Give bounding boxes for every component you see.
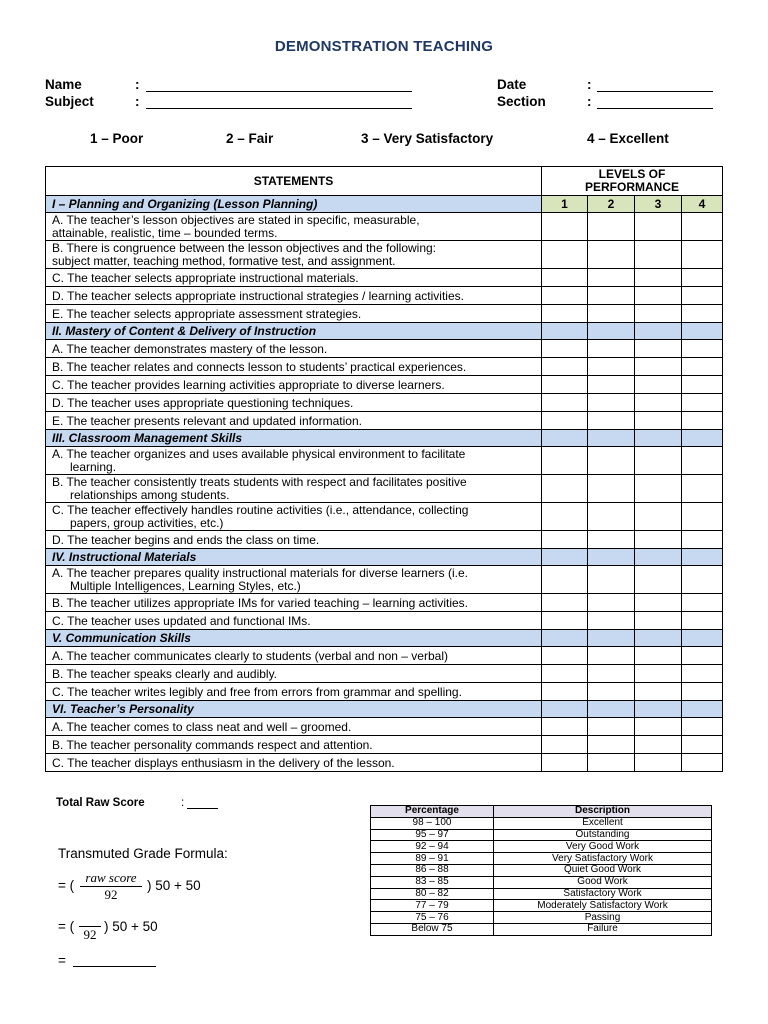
statement-line: C. The teacher uses updated and functional IMs.	[52, 613, 311, 628]
formula-line3: =	[58, 953, 66, 968]
grade-description: Excellent	[494, 817, 712, 829]
rating-cell-4[interactable]	[682, 475, 723, 503]
rating-cell-2[interactable]	[588, 394, 635, 412]
rating-cell-4[interactable]	[682, 269, 723, 287]
statement-text	[46, 503, 542, 531]
statement-line: subject matter, teaching method, formative test, and assignment.	[52, 253, 396, 268]
rating-cell-2[interactable]	[588, 358, 635, 376]
statement-text	[46, 754, 542, 772]
level-number: 4	[682, 196, 723, 213]
statement-line: C. The teacher displays enthusiasm in the delivery of the lesson.	[52, 755, 395, 770]
statement-line: D. The teacher uses appropriate questioning techniques.	[52, 395, 354, 410]
statement-row	[46, 447, 723, 475]
rating-cell-3[interactable]	[635, 503, 682, 531]
grade-description: Good Work	[494, 876, 712, 888]
statement-line: C. The teacher writes legibly and free from errors from grammar and spelling.	[52, 684, 462, 699]
level-spacer	[542, 323, 588, 340]
scale-excellent: 4 – Excellent	[587, 131, 669, 146]
statement-text	[46, 376, 542, 394]
grade-row	[371, 817, 712, 829]
statement-line: D. The teacher begins and ends the class on time.	[52, 532, 320, 547]
rating-cell-3[interactable]	[635, 287, 682, 305]
statement-text	[46, 683, 542, 701]
level-spacer	[682, 323, 723, 340]
level-spacer	[588, 430, 635, 447]
statement-row	[46, 754, 723, 772]
statement-line: A. The teacher’s lesson objectives are stated in specific, measurable,	[52, 212, 420, 227]
grade-percentage: 80 – 82	[371, 888, 494, 900]
rating-cell-1[interactable]	[542, 394, 588, 412]
rating-cell-2[interactable]	[588, 376, 635, 394]
rating-cell-1[interactable]	[542, 665, 588, 683]
statements-header: STATEMENTS	[46, 167, 542, 196]
level-number: 2	[588, 196, 635, 213]
rating-cell-2[interactable]	[588, 566, 635, 594]
levels-header	[542, 167, 723, 196]
grade-percentage: 98 – 100	[371, 817, 494, 829]
grades-header-percentage: Percentage	[371, 806, 494, 818]
rating-cell-2[interactable]	[588, 531, 635, 549]
formula-line2-open: = (	[58, 919, 75, 934]
statement-row	[46, 736, 723, 754]
section-title: VI. Teacher’s Personality	[46, 701, 542, 718]
rating-cell-4[interactable]	[682, 594, 723, 612]
section-label: Section	[497, 94, 546, 109]
rating-cell-1[interactable]	[542, 287, 588, 305]
levels-header-line2: PERFORMANCE	[585, 180, 680, 194]
name-colon: :	[135, 77, 140, 92]
subject-field[interactable]	[146, 108, 412, 109]
rating-cell-1[interactable]	[542, 305, 588, 323]
statement-row	[46, 376, 723, 394]
section-header-row	[46, 701, 723, 718]
grade-description: Satisfactory Work	[494, 888, 712, 900]
statement-line: attainable, realistic, time – bounded terms.	[52, 225, 278, 240]
statement-text	[46, 394, 542, 412]
statement-line: C. The teacher effectively handles routine activities (i.e., attendance, collecting	[52, 502, 469, 517]
statement-text	[46, 736, 542, 754]
statement-text	[46, 340, 542, 358]
final-grade-field[interactable]	[73, 966, 156, 967]
level-spacer	[542, 701, 588, 718]
grade-row	[371, 864, 712, 876]
rating-cell-3[interactable]	[635, 394, 682, 412]
raw-score-label: Total Raw Score	[56, 797, 145, 809]
statement-text	[46, 665, 542, 683]
statement-line: A. The teacher communicates clearly to students (verbal and non – verbal)	[52, 648, 448, 663]
section-header-row	[46, 630, 723, 647]
formula-line2-fraction	[79, 912, 101, 943]
date-colon: :	[587, 77, 592, 92]
name-field[interactable]	[146, 91, 412, 92]
section-header-row	[46, 323, 723, 340]
rating-cell-4[interactable]	[682, 287, 723, 305]
rating-cell-1[interactable]	[542, 754, 588, 772]
rating-cell-4[interactable]	[682, 647, 723, 665]
grades-header-description: Description	[494, 806, 712, 818]
statement-text	[46, 241, 542, 269]
level-spacer	[682, 430, 723, 447]
formula-line1-fraction	[80, 870, 142, 903]
grade-row	[371, 888, 712, 900]
rating-cell-2[interactable]	[588, 340, 635, 358]
statement-text	[46, 269, 542, 287]
grade-description: Outstanding	[494, 829, 712, 841]
rating-cell-3[interactable]	[635, 358, 682, 376]
formula-line1-numerator: raw score	[80, 870, 142, 887]
rating-cell-2[interactable]	[588, 736, 635, 754]
level-spacer	[635, 549, 682, 566]
level-spacer	[588, 549, 635, 566]
grade-row	[371, 853, 712, 865]
rating-cell-2[interactable]	[588, 612, 635, 630]
statement-line: A. The teacher organizes and uses available physical environment to facilitate	[52, 446, 466, 461]
statement-row	[46, 269, 723, 287]
statement-line: relationships among students.	[70, 487, 230, 502]
statement-text	[46, 412, 542, 430]
level-spacer	[635, 323, 682, 340]
statement-row	[46, 718, 723, 736]
section-title: I – Planning and Organizing (Lesson Planning)	[46, 196, 542, 213]
name-label: Name	[45, 77, 82, 92]
rating-cell-2[interactable]	[588, 683, 635, 701]
date-field[interactable]	[597, 91, 713, 92]
page-title: DEMONSTRATION TEACHING	[274, 38, 494, 55]
section-colon: :	[587, 94, 592, 109]
rating-cell-4[interactable]	[682, 394, 723, 412]
rating-cell-1[interactable]	[542, 213, 588, 241]
statement-text	[46, 647, 542, 665]
rating-cell-1[interactable]	[542, 683, 588, 701]
rating-cell-3[interactable]	[635, 754, 682, 772]
statement-line: C. The teacher selects appropriate instructional materials.	[52, 270, 359, 285]
level-spacer	[682, 630, 723, 647]
statement-row	[46, 213, 723, 241]
grade-description: Very Satisfactory Work	[494, 853, 712, 865]
section-header-row	[46, 549, 723, 566]
statement-line: B. The teacher speaks clearly and audibly.	[52, 666, 278, 681]
rating-cell-3[interactable]	[635, 340, 682, 358]
grade-description: Quiet Good Work	[494, 864, 712, 876]
rating-cell-1[interactable]	[542, 412, 588, 430]
rating-cell-3[interactable]	[635, 736, 682, 754]
grade-percentage: 86 – 88	[371, 864, 494, 876]
grade-percentage: Below 75	[371, 923, 494, 935]
section-title: IV. Instructional Materials	[46, 549, 542, 566]
statement-line: learning.	[70, 459, 117, 474]
rating-cell-4[interactable]	[682, 531, 723, 549]
rating-cell-3[interactable]	[635, 213, 682, 241]
statement-row	[46, 394, 723, 412]
grade-percentage: 83 – 85	[371, 876, 494, 888]
statement-line: B. The teacher consistently treats students with respect and facilitates positive	[52, 474, 467, 489]
rating-cell-3[interactable]	[635, 412, 682, 430]
statement-text	[46, 612, 542, 630]
rating-cell-2[interactable]	[588, 412, 635, 430]
section-header-row	[46, 430, 723, 447]
formula-line2-blank[interactable]	[79, 912, 101, 927]
rating-cell-2[interactable]	[588, 447, 635, 475]
rating-cell-4[interactable]	[682, 736, 723, 754]
statement-row	[46, 594, 723, 612]
level-spacer	[588, 323, 635, 340]
grade-percentage: 89 – 91	[371, 853, 494, 865]
statement-row	[46, 241, 723, 269]
statement-text	[46, 531, 542, 549]
statement-line: B. There is congruence between the lesson objectives and the following:	[52, 240, 437, 255]
statement-row	[46, 287, 723, 305]
rating-cell-3[interactable]	[635, 241, 682, 269]
rating-cell-3[interactable]	[635, 447, 682, 475]
statement-row	[46, 566, 723, 594]
rating-cell-2[interactable]	[588, 718, 635, 736]
statement-row	[46, 358, 723, 376]
rating-cell-3[interactable]	[635, 269, 682, 287]
scale-fair: 2 – Fair	[226, 131, 274, 146]
grade-description: Passing	[494, 912, 712, 924]
rating-cell-1[interactable]	[542, 594, 588, 612]
subject-colon: :	[135, 94, 140, 109]
rating-cell-4[interactable]	[682, 305, 723, 323]
level-number: 3	[635, 196, 682, 213]
formula-line1-denominator: 92	[104, 887, 118, 902]
statement-text	[46, 447, 542, 475]
formula-line1-close: ) 50 + 50	[147, 878, 201, 893]
statement-row	[46, 665, 723, 683]
section-field[interactable]	[597, 108, 713, 109]
level-spacer	[588, 630, 635, 647]
rating-cell-1[interactable]	[542, 566, 588, 594]
rating-cell-1[interactable]	[542, 376, 588, 394]
section-title: V. Communication Skills	[46, 630, 542, 647]
grade-description: Very Good Work	[494, 841, 712, 853]
rating-cell-3[interactable]	[635, 531, 682, 549]
level-spacer	[635, 430, 682, 447]
rating-cell-1[interactable]	[542, 447, 588, 475]
statement-text	[46, 287, 542, 305]
rating-cell-4[interactable]	[682, 754, 723, 772]
raw-score-field[interactable]	[187, 808, 218, 809]
statement-line: Multiple Intelligences, Learning Styles, etc.)	[70, 578, 301, 593]
rating-cell-1[interactable]	[542, 531, 588, 549]
section-title: II. Mastery of Content & Delivery of Instruction	[46, 323, 542, 340]
grade-percentage: 92 – 94	[371, 841, 494, 853]
level-spacer	[588, 701, 635, 718]
section-title: III. Classroom Management Skills	[46, 430, 542, 447]
statement-row	[46, 612, 723, 630]
rating-cell-2[interactable]	[588, 241, 635, 269]
statement-text	[46, 566, 542, 594]
subject-label: Subject	[45, 94, 94, 109]
rating-cell-3[interactable]	[635, 305, 682, 323]
rating-cell-2[interactable]	[588, 475, 635, 503]
statement-line: E. The teacher presents relevant and updated information.	[52, 413, 362, 428]
level-spacer	[542, 549, 588, 566]
formula-line2-close: ) 50 + 50	[104, 919, 158, 934]
grade-percentage: 75 – 76	[371, 912, 494, 924]
grade-row	[371, 900, 712, 912]
rating-cell-4[interactable]	[682, 718, 723, 736]
scale-poor: 1 – Poor	[90, 131, 144, 146]
grade-row	[371, 876, 712, 888]
rating-cell-4[interactable]	[682, 241, 723, 269]
rating-cell-4[interactable]	[682, 447, 723, 475]
rating-cell-3[interactable]	[635, 566, 682, 594]
rating-cell-3[interactable]	[635, 594, 682, 612]
rating-cell-4[interactable]	[682, 665, 723, 683]
rating-cell-1[interactable]	[542, 736, 588, 754]
rating-cell-4[interactable]	[682, 376, 723, 394]
statement-line: A. The teacher demonstrates mastery of the lesson.	[52, 341, 328, 356]
statement-line: A. The teacher comes to class neat and well – groomed.	[52, 719, 352, 734]
rubric-table	[45, 166, 723, 772]
statement-row	[46, 503, 723, 531]
grade-description: Failure	[494, 923, 712, 935]
statement-text	[46, 594, 542, 612]
rating-cell-2[interactable]	[588, 269, 635, 287]
statement-line: E. The teacher selects appropriate assessment strategies.	[52, 306, 362, 321]
rating-cell-3[interactable]	[635, 718, 682, 736]
grade-row	[371, 829, 712, 841]
raw-score-colon: :	[181, 797, 185, 809]
statement-row	[46, 475, 723, 503]
formula-line2-denominator: 92	[83, 927, 97, 942]
level-spacer	[542, 630, 588, 647]
rating-cell-3[interactable]	[635, 647, 682, 665]
rating-cell-2[interactable]	[588, 305, 635, 323]
rating-cell-4[interactable]	[682, 412, 723, 430]
rating-cell-2[interactable]	[588, 213, 635, 241]
date-label: Date	[497, 77, 527, 92]
grade-percentage: 77 – 79	[371, 900, 494, 912]
rating-cell-4[interactable]	[682, 213, 723, 241]
level-spacer	[635, 701, 682, 718]
rating-cell-1[interactable]	[542, 269, 588, 287]
rating-cell-4[interactable]	[682, 683, 723, 701]
formula-title: Transmuted Grade Formula:	[58, 846, 228, 861]
grade-row	[371, 923, 712, 935]
statement-text	[46, 718, 542, 736]
formula-line1-open: = (	[58, 878, 75, 893]
statement-row	[46, 531, 723, 549]
rating-cell-1[interactable]	[542, 358, 588, 376]
level-spacer	[682, 549, 723, 566]
rating-cell-4[interactable]	[682, 340, 723, 358]
rating-cell-4[interactable]	[682, 358, 723, 376]
statement-text	[46, 305, 542, 323]
rating-cell-2[interactable]	[588, 287, 635, 305]
level-number: 1	[542, 196, 588, 213]
rating-cell-2[interactable]	[588, 503, 635, 531]
statement-line: B. The teacher personality commands respect and attention.	[52, 737, 373, 752]
rating-cell-1[interactable]	[542, 340, 588, 358]
statement-line: B. The teacher relates and connects lesson to students’ practical experiences.	[52, 359, 467, 374]
statement-line: A. The teacher prepares quality instructional materials for diverse learners (i.e.	[52, 565, 468, 580]
level-spacer	[682, 701, 723, 718]
level-spacer	[635, 630, 682, 647]
rating-cell-3[interactable]	[635, 683, 682, 701]
statement-row	[46, 683, 723, 701]
statement-text	[46, 475, 542, 503]
rating-cell-2[interactable]	[588, 647, 635, 665]
rating-cell-3[interactable]	[635, 475, 682, 503]
statement-row	[46, 305, 723, 323]
statement-line: D. The teacher selects appropriate instructional strategies / learning activities.	[52, 288, 464, 303]
rating-cell-2[interactable]	[588, 754, 635, 772]
statement-text	[46, 358, 542, 376]
rating-cell-3[interactable]	[635, 376, 682, 394]
rating-cell-3[interactable]	[635, 612, 682, 630]
rating-cell-1[interactable]	[542, 241, 588, 269]
statement-row	[46, 412, 723, 430]
rating-cell-1[interactable]	[542, 503, 588, 531]
section-header-row	[46, 196, 723, 213]
grade-row	[371, 912, 712, 924]
rating-cell-4[interactable]	[682, 612, 723, 630]
grade-scale-table	[370, 805, 712, 936]
rating-cell-1[interactable]	[542, 647, 588, 665]
rating-cell-1[interactable]	[542, 612, 588, 630]
rating-cell-1[interactable]	[542, 475, 588, 503]
statement-line: papers, group activities, etc.)	[70, 515, 224, 530]
rating-cell-2[interactable]	[588, 594, 635, 612]
grade-percentage: 95 – 97	[371, 829, 494, 841]
statement-row	[46, 647, 723, 665]
levels-header-line1: LEVELS OF	[598, 167, 666, 181]
rating-cell-4[interactable]	[682, 566, 723, 594]
statement-line: C. The teacher provides learning activities appropriate to diverse learners.	[52, 377, 445, 392]
rating-cell-4[interactable]	[682, 503, 723, 531]
statement-row	[46, 340, 723, 358]
rating-cell-3[interactable]	[635, 665, 682, 683]
level-spacer	[542, 430, 588, 447]
rating-cell-1[interactable]	[542, 718, 588, 736]
scale-very-satisfactory: 3 – Very Satisfactory	[361, 131, 494, 146]
statement-line: B. The teacher utilizes appropriate IMs for varied teaching – learning activities.	[52, 595, 468, 610]
grade-row	[371, 841, 712, 853]
statement-text	[46, 213, 542, 241]
rating-cell-2[interactable]	[588, 665, 635, 683]
grade-description: Moderately Satisfactory Work	[494, 900, 712, 912]
